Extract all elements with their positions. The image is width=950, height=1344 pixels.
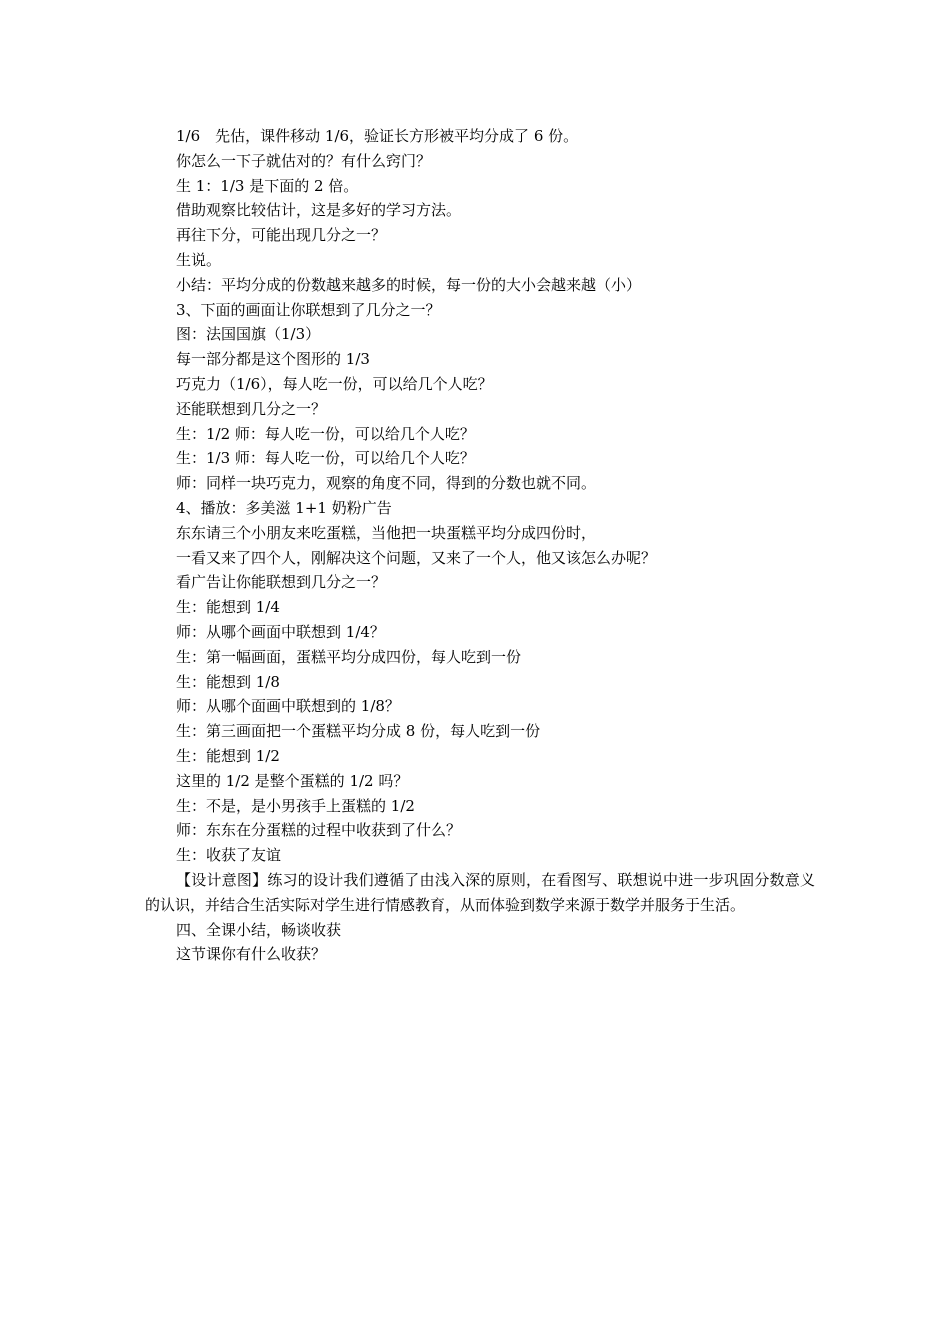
text-line: 看广告让你能联想到几分之一？ — [176, 573, 387, 592]
text-line: 生：能想到 1/4 — [176, 598, 280, 617]
text-line: 还能联想到几分之一？ — [176, 399, 327, 418]
text-line: 生 1：1/3 是下面的 2 倍。 — [176, 176, 359, 195]
text-line: 生：能想到 1/8 — [176, 672, 280, 691]
text-line: 师：东东在分蛋糕的过程中收获到了什么？ — [176, 821, 462, 840]
section-heading: 4、播放：多美滋 1+1 奶粉广告 — [176, 498, 392, 517]
text-line: 你怎么一下子就估对的？有什么窍门？ — [176, 151, 432, 170]
text-line: 生：能想到 1/2 — [176, 746, 280, 765]
text-line: 图：法国国旗（1/3） — [176, 325, 321, 344]
text-line: 生：第一幅画面，蛋糕平均分成四份，每人吃到一份 — [176, 647, 522, 666]
text-line: 东东请三个小朋友来吃蛋糕，当他把一块蛋糕平均分成四份时， — [176, 523, 597, 542]
text-line: 巧克力（1/6），每人吃一份，可以给几个人吃？ — [176, 374, 493, 393]
text-line: 师：从哪个面画中联想到的 1/8？ — [176, 697, 400, 716]
text-line: 这节课你有什么收获？ — [176, 945, 327, 964]
text-line: 每一部分都是这个图形的 1/3 — [176, 350, 370, 369]
text-line: 生说。 — [176, 250, 222, 269]
text-line: 生：第三画面把一个蛋糕平均分成 8 份，每人吃到一份 — [176, 722, 541, 741]
text-line: 小结：平均分成的份数越来越多的时候，每一份的大小会越来越（小） — [176, 275, 642, 294]
design-intent-paragraph: 【设计意图】练习的设计我们遵循了由浅入深的原则，在看图写、联想说中进一步巩固分数意义的认识，并结合生活实际对学生进行情感教育，从而体验到数学来源于数学并服务于生活。 — [145, 870, 815, 914]
section-heading: 四、全课小结，畅谈收获 — [176, 920, 342, 939]
section-heading: 3、下面的画面让你联想到了几分之一？ — [176, 300, 441, 319]
document-body — [145, 124, 815, 967]
text-line: 生：收获了友谊 — [176, 846, 282, 865]
text-line: 1/6 先估，课件移动 1/6，验证长方形被平均分成了 6 份。 — [176, 127, 579, 145]
text-line: 师：从哪个画面中联想到 1/4？ — [176, 622, 385, 641]
text-line: 生：1/2 师：每人吃一份，可以给几个人吃？ — [176, 424, 475, 443]
text-line: 借助观察比较估计，这是多好的学习方法。 — [176, 201, 462, 220]
text-line: 师：同样一块巧克力，观察的角度不同，得到的分数也就不同。 — [176, 474, 597, 493]
text-line: 再往下分，可能出现几分之一？ — [176, 226, 387, 245]
text-line: 一看又来了四个人，刚解决这个问题，又来了一个人，他又该怎么办呢？ — [176, 548, 657, 567]
text-line: 生：1/3 师：每人吃一份，可以给几个人吃？ — [176, 449, 475, 468]
text-line: 生：不是，是小男孩手上蛋糕的 1/2 — [176, 796, 415, 815]
text-line: 这里的 1/2 是整个蛋糕的 1/2 吗？ — [176, 771, 409, 790]
